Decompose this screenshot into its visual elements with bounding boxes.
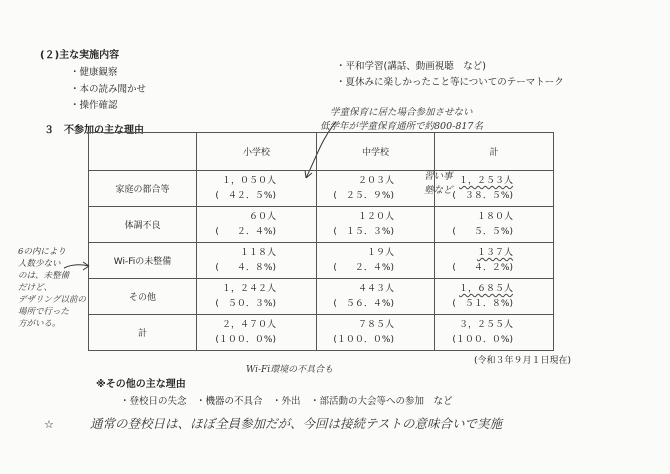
activity-item: ・平和学習(講話、動画視聴 など) (336, 61, 486, 72)
junior-high-cell: ２０３人 ( ２５．９%) (317, 171, 435, 207)
row-label: その他 (89, 279, 197, 315)
section3-heading: ３ 不参加の主な理由 (44, 125, 144, 136)
handwritten-wifi-note: Wi-Fi環境の不具合も (246, 365, 334, 375)
handwritten-note-left: 6の内により 人数少ない のは、未整備 だけど、 デザリング以前の 場所で行った 方がいる。 (18, 247, 86, 329)
total-cell: １，６８５人 ( ５１．８%) (435, 279, 554, 315)
other-reasons-items: ・登校日の失念 ・機器の不具合 ・外出 ・部活動の大会等への参加 など (120, 396, 453, 407)
activity-item: ・健康観察 (70, 67, 118, 78)
junior-high-cell: ７８５人 (１００．０%) (317, 315, 435, 351)
row-label: 家庭の都合等 (89, 171, 197, 207)
handwritten-note-top-1: 学童保育に居た場合参加させない (330, 107, 473, 118)
total-cell: １，２５３人 ( ３８．５%) (435, 171, 554, 207)
table-row (89, 315, 554, 351)
star-icon: ☆ (44, 418, 54, 431)
row-label: 体調不良 (89, 207, 197, 243)
row-label: 計 (89, 315, 197, 351)
handwritten-note-top-2: 低学年が学童保育通所で約800-817名 (320, 121, 483, 132)
other-reasons-heading: ※その他の主な理由 (96, 379, 186, 390)
table-row (89, 171, 554, 207)
handwritten-arrow (62, 260, 92, 272)
total-cell: ３，２５５人 (１００．０%) (435, 315, 554, 351)
row-label: Wi-Fiの未整備 (89, 243, 197, 279)
table-header-row (89, 133, 554, 171)
handwritten-note-mid-2: 塾など (424, 185, 453, 196)
table-row (89, 207, 554, 243)
section2-heading: (２)主な実施内容 (40, 50, 120, 61)
junior-high-cell: １９人 ( ２．４%) (317, 243, 435, 279)
junior-high-cell: １２０人 ( １５．３%) (317, 207, 435, 243)
table-row (89, 243, 554, 279)
activity-item: ・本の読み聞かせ (70, 84, 147, 95)
elementary-cell: １，０５０人 ( ４２．５%) (197, 171, 317, 207)
table-row (89, 279, 554, 315)
total-cell: １８０人 ( ５．５%) (435, 207, 554, 243)
header-elementary: 小学校 (197, 133, 317, 171)
date-note: (令和３年９月１日現在) (474, 356, 572, 366)
header-junior-high: 中学校 (317, 133, 435, 171)
activity-item: ・夏休みに楽しかったこと等についてのテーマトーク (336, 77, 564, 88)
elementary-cell: １，２４２人 ( ５０．３%) (197, 279, 317, 315)
header-total: 計 (435, 133, 554, 171)
handwritten-note-mid-1: 習い事 (424, 171, 453, 182)
junior-high-cell: ４４３人 ( ５６．４%) (317, 279, 435, 315)
elementary-cell: ６０人 ( ２．４%) (197, 207, 317, 243)
reasons-table (88, 132, 554, 351)
activity-item: ・操作確認 (70, 100, 118, 111)
elementary-cell: ２，４７０人 (１００．０%) (197, 315, 317, 351)
table-corner (89, 133, 197, 171)
total-cell: １３７人 ( ４．２%) (435, 243, 554, 279)
handwritten-note-bottom: 通常の登校日は、ほぼ全員参加だが、今回は接続テストの意味合いで実施 (90, 416, 503, 431)
elementary-cell: １１８人 ( ４．８%) (197, 243, 317, 279)
